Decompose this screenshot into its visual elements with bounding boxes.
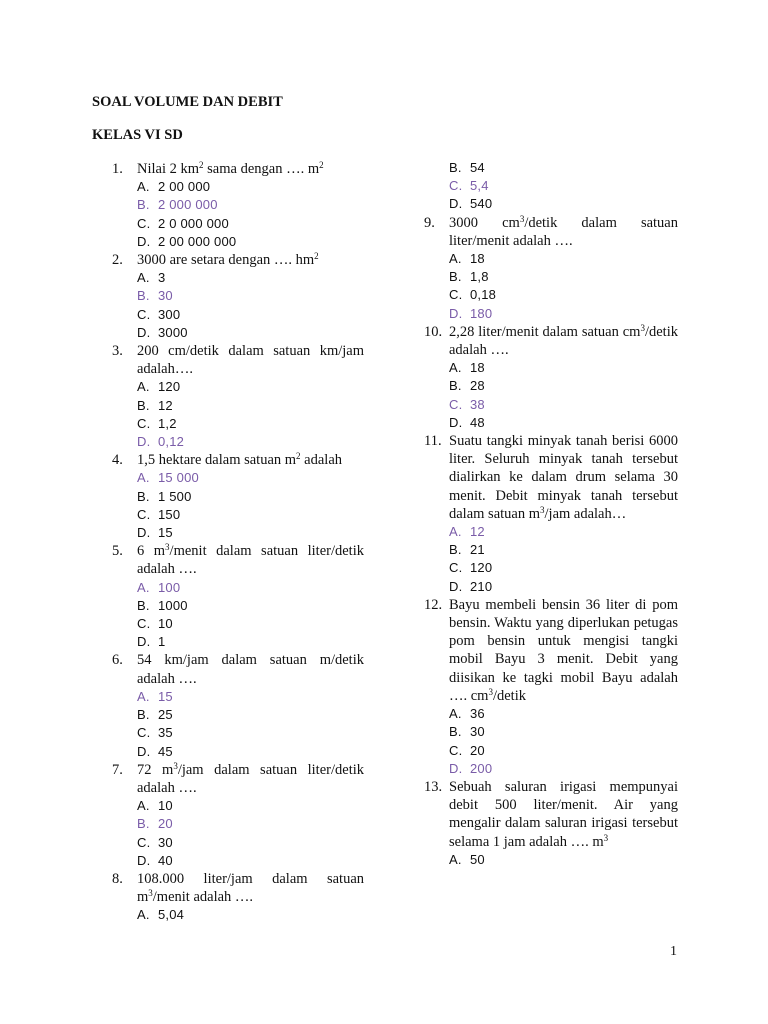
- option-value: 1,8: [470, 269, 489, 285]
- option-letter: B.: [449, 378, 462, 394]
- option-letter: B.: [449, 160, 462, 175]
- option-value: 50: [470, 851, 485, 867]
- option-value: 540: [470, 196, 493, 212]
- option-value: 200: [470, 760, 493, 776]
- option-letter: B.: [137, 488, 150, 504]
- option-value: 40: [158, 852, 173, 868]
- option-letter: D.: [137, 434, 151, 450]
- option-letter: B.: [137, 288, 150, 304]
- answer-option: [112, 215, 364, 233]
- option-letter: D.: [449, 578, 463, 594]
- text-segment: 3000 are setara dengan …. hm: [137, 252, 315, 269]
- superscript: 2: [296, 451, 301, 462]
- question-text: [112, 870, 364, 906]
- answer-option: [112, 488, 364, 506]
- question-text: [424, 323, 678, 359]
- answer-option: [424, 250, 678, 268]
- option-letter: C.: [137, 506, 151, 522]
- answer-option: [424, 742, 678, 760]
- text-segment: Suatu tangki minyak tanah berisi 6000 liter. Seluruh minyak tanah tersebut dialirkan ke dalam drum selama 30 menit. Debit minyak tanah tersebut dalam satuan m: [449, 433, 678, 522]
- option-value: 35: [158, 725, 173, 741]
- question-text: [112, 451, 364, 469]
- question-number: 13.: [424, 778, 443, 795]
- answer-option: [424, 559, 678, 577]
- option-value: 45: [158, 743, 173, 759]
- option-value: 15: [158, 688, 173, 704]
- option-value: 1 500: [158, 488, 192, 504]
- option-value: 1000: [158, 597, 188, 613]
- option-letter: C.: [137, 834, 151, 850]
- question-text: [424, 214, 678, 250]
- question-number: 6.: [112, 652, 123, 669]
- answer-option-correct: [112, 287, 364, 305]
- option-letter: C.: [137, 616, 151, 632]
- option-letter: D.: [449, 305, 463, 321]
- option-letter: C.: [449, 396, 463, 412]
- answer-option: [112, 506, 364, 524]
- option-letter: B.: [137, 597, 150, 613]
- question-text: [424, 778, 678, 851]
- question-text: [424, 432, 678, 523]
- option-value: 18: [470, 251, 485, 267]
- question-number: 10.: [424, 323, 443, 340]
- option-letter: B.: [137, 397, 150, 413]
- answer-option: [112, 378, 364, 396]
- text-segment: 54 km/jam dalam satuan m/detik adalah ….: [137, 652, 364, 687]
- question-number: 1.: [112, 161, 123, 177]
- answer-option: [424, 414, 678, 432]
- superscript: 3: [148, 888, 153, 899]
- answer-option: [424, 851, 678, 869]
- superscript: 2: [319, 160, 324, 170]
- document-subtitle: KELAS VI SD: [92, 127, 183, 143]
- option-letter: A.: [137, 688, 150, 704]
- answer-option-correct: [112, 579, 364, 597]
- answer-option-correct: [424, 523, 678, 541]
- answer-option: [112, 397, 364, 415]
- answer-option-correct: [424, 305, 678, 323]
- option-value: 150: [158, 506, 181, 522]
- text-segment: 6 m: [137, 543, 166, 560]
- option-letter: B.: [137, 707, 150, 723]
- answer-option: [424, 195, 678, 213]
- option-letter: C.: [137, 215, 151, 231]
- answer-option-correct: [112, 196, 364, 214]
- document-title: SOAL VOLUME DAN DEBIT: [92, 94, 283, 110]
- superscript: 3: [603, 832, 609, 843]
- option-letter: C.: [137, 415, 151, 431]
- option-value: 18: [470, 360, 485, 376]
- text-segment: 1,5 hektare dalam satuan m: [137, 452, 297, 469]
- option-letter: A.: [449, 524, 462, 540]
- right-column: [424, 159, 678, 869]
- option-value: 28: [470, 378, 485, 394]
- superscript: 3: [165, 542, 170, 553]
- option-value: 0,18: [470, 287, 497, 303]
- superscript: 3: [640, 322, 645, 333]
- option-value: 30: [158, 288, 173, 304]
- question-text: [112, 342, 364, 378]
- question-text: [112, 761, 364, 797]
- question-text: [112, 251, 364, 269]
- option-letter: D.: [449, 760, 463, 776]
- option-letter: A.: [137, 179, 150, 195]
- question-text: [424, 596, 678, 705]
- answer-option: [424, 159, 678, 177]
- option-value: 20: [158, 816, 173, 832]
- text-segment: /detik: [492, 687, 526, 704]
- option-letter: C.: [449, 287, 463, 303]
- text-segment: /menit dalam satuan liter/detik adalah ….: [137, 543, 364, 578]
- option-letter: D.: [137, 852, 151, 868]
- answer-option: [112, 233, 364, 251]
- option-letter: D.: [137, 634, 151, 650]
- option-letter: A.: [137, 579, 150, 595]
- option-letter: A.: [449, 851, 462, 867]
- option-value: 210: [470, 578, 493, 594]
- answer-option: [112, 743, 364, 761]
- option-value: 1,2: [158, 415, 177, 431]
- option-letter: A.: [137, 270, 150, 286]
- option-value: 10: [158, 798, 173, 814]
- text-segment: 200 cm/detik dalam satuan km/jam adalah….: [137, 343, 364, 378]
- option-value: 30: [158, 834, 173, 850]
- superscript: 3: [173, 760, 178, 771]
- option-letter: C.: [449, 178, 463, 194]
- answer-option: [112, 724, 364, 742]
- option-letter: C.: [137, 306, 151, 322]
- text-segment: adalah: [300, 452, 343, 469]
- answer-option-correct: [112, 688, 364, 706]
- option-value: 120: [470, 560, 493, 576]
- option-value: 3: [158, 270, 166, 286]
- text-segment: 2,28 liter/menit dalam satuan cm: [449, 323, 641, 340]
- option-letter: C.: [137, 725, 151, 741]
- text-segment: Nilai 2 km: [137, 161, 200, 177]
- text-segment: /detik adalah ….: [449, 323, 678, 359]
- option-value: 21: [470, 542, 485, 558]
- text-segment: 3000 cm: [449, 214, 520, 231]
- answer-option: [424, 578, 678, 596]
- text-segment: Sebuah saluran irigasi mempunyai debit 500 liter/menit. Air yang mengalir dalam saluran irigasi tersebut selama 1 jam adalah …. m: [449, 778, 678, 850]
- option-letter: A.: [449, 251, 462, 267]
- option-letter: A.: [449, 360, 462, 376]
- option-value: 10: [158, 616, 173, 632]
- answer-option: [424, 541, 678, 559]
- option-letter: B.: [137, 197, 150, 213]
- option-letter: A.: [137, 379, 150, 395]
- question-text: [112, 651, 364, 687]
- answer-option-correct: [424, 396, 678, 414]
- option-value: 1: [158, 634, 166, 650]
- question-number: 4.: [112, 452, 123, 469]
- text-segment: /jam dalam satuan liter/detik adalah ….: [137, 761, 364, 796]
- option-value: 15: [158, 525, 173, 541]
- option-letter: A.: [449, 706, 462, 722]
- question-number: 9.: [424, 214, 435, 231]
- question-number: 12.: [424, 596, 443, 613]
- option-value: 36: [470, 706, 485, 722]
- option-value: 5,04: [158, 907, 185, 923]
- question-number: 2.: [112, 252, 123, 269]
- question-number: 8.: [112, 870, 123, 887]
- option-letter: D.: [137, 324, 151, 340]
- answer-option: [112, 615, 364, 633]
- question-number: 11.: [424, 433, 442, 450]
- superscript: 3: [488, 686, 493, 697]
- question-number: 3.: [112, 343, 123, 360]
- answer-option: [424, 268, 678, 286]
- option-value: 3000: [158, 324, 188, 340]
- superscript: 3: [519, 213, 525, 224]
- page-number: 1: [670, 944, 677, 959]
- text-segment: 108.000 liter/jam dalam satuan m: [137, 870, 364, 906]
- text-segment: /menit adalah ….: [152, 889, 254, 906]
- answer-option: [112, 178, 364, 196]
- option-value: 12: [470, 524, 485, 540]
- question-text: [112, 160, 364, 178]
- option-value: 5,4: [470, 178, 489, 194]
- option-letter: B.: [137, 816, 150, 832]
- answer-option: [112, 906, 364, 924]
- option-value: 100: [158, 579, 181, 595]
- option-letter: B.: [449, 269, 462, 285]
- option-value: 20: [470, 742, 485, 758]
- option-value: 38: [470, 396, 485, 412]
- question-number: 5.: [112, 543, 123, 560]
- answer-option: [112, 324, 364, 342]
- option-value: 2 000 000: [158, 197, 218, 213]
- superscript: 2: [199, 160, 204, 170]
- option-value: 180: [470, 305, 493, 321]
- answer-option: [112, 852, 364, 870]
- option-value: 48: [470, 414, 485, 430]
- text-segment: 72 m: [137, 761, 174, 778]
- option-letter: D.: [449, 196, 463, 212]
- answer-option-correct: [424, 177, 678, 195]
- option-value: 0,12: [158, 434, 185, 450]
- option-value: 54: [470, 160, 485, 175]
- answer-option-correct: [112, 469, 364, 487]
- option-value: 120: [158, 379, 181, 395]
- answer-option: [424, 705, 678, 723]
- answer-option: [112, 269, 364, 287]
- option-letter: D.: [137, 525, 151, 541]
- option-letter: C.: [449, 742, 463, 758]
- answer-option: [112, 633, 364, 651]
- answer-option-correct: [112, 433, 364, 451]
- answer-option: [112, 415, 364, 433]
- answer-option: [112, 524, 364, 542]
- question-number: 7.: [112, 761, 123, 778]
- text-segment: /detik dalam satuan liter/menit adalah ….: [449, 214, 678, 249]
- answer-option: [112, 834, 364, 852]
- option-value: 15 000: [158, 470, 199, 486]
- answer-option: [424, 723, 678, 741]
- answer-option: [424, 359, 678, 377]
- answer-option: [112, 597, 364, 615]
- superscript: 3: [540, 504, 545, 515]
- option-value: 2 0 000 000: [158, 215, 229, 231]
- superscript: 2: [314, 251, 319, 262]
- answer-option: [424, 377, 678, 395]
- answer-option: [112, 306, 364, 324]
- left-column: [112, 160, 364, 925]
- option-value: 25: [158, 707, 173, 723]
- answer-option: [424, 286, 678, 304]
- option-letter: A.: [137, 798, 150, 814]
- option-letter: D.: [137, 743, 151, 759]
- option-letter: D.: [137, 233, 151, 249]
- text-segment: Bayu membeli bensin 36 liter di pom bensin. Waktu yang diperlukan petugas pom bensin untuk mengisi tangki mobil Bayu 3 menit. Debit yang diisikan ke tagki mobil Bayu adalah …. cm: [449, 596, 678, 704]
- option-letter: A.: [137, 907, 150, 923]
- option-letter: B.: [449, 724, 462, 740]
- option-letter: B.: [449, 542, 462, 558]
- text-segment: sama dengan …. m: [203, 161, 320, 177]
- option-letter: A.: [137, 470, 150, 486]
- answer-option: [112, 797, 364, 815]
- option-letter: D.: [449, 414, 463, 430]
- option-value: 300: [158, 306, 181, 322]
- answer-option-correct: [424, 760, 678, 778]
- option-letter: C.: [449, 560, 463, 576]
- question-text: [112, 542, 364, 578]
- option-value: 12: [158, 397, 173, 413]
- answer-option-correct: [112, 815, 364, 833]
- option-value: 2 00 000 000: [158, 233, 237, 249]
- answer-option: [112, 706, 364, 724]
- option-value: 30: [470, 724, 485, 740]
- option-value: 2 00 000: [158, 179, 211, 195]
- text-segment: /jam adalah…: [544, 505, 627, 522]
